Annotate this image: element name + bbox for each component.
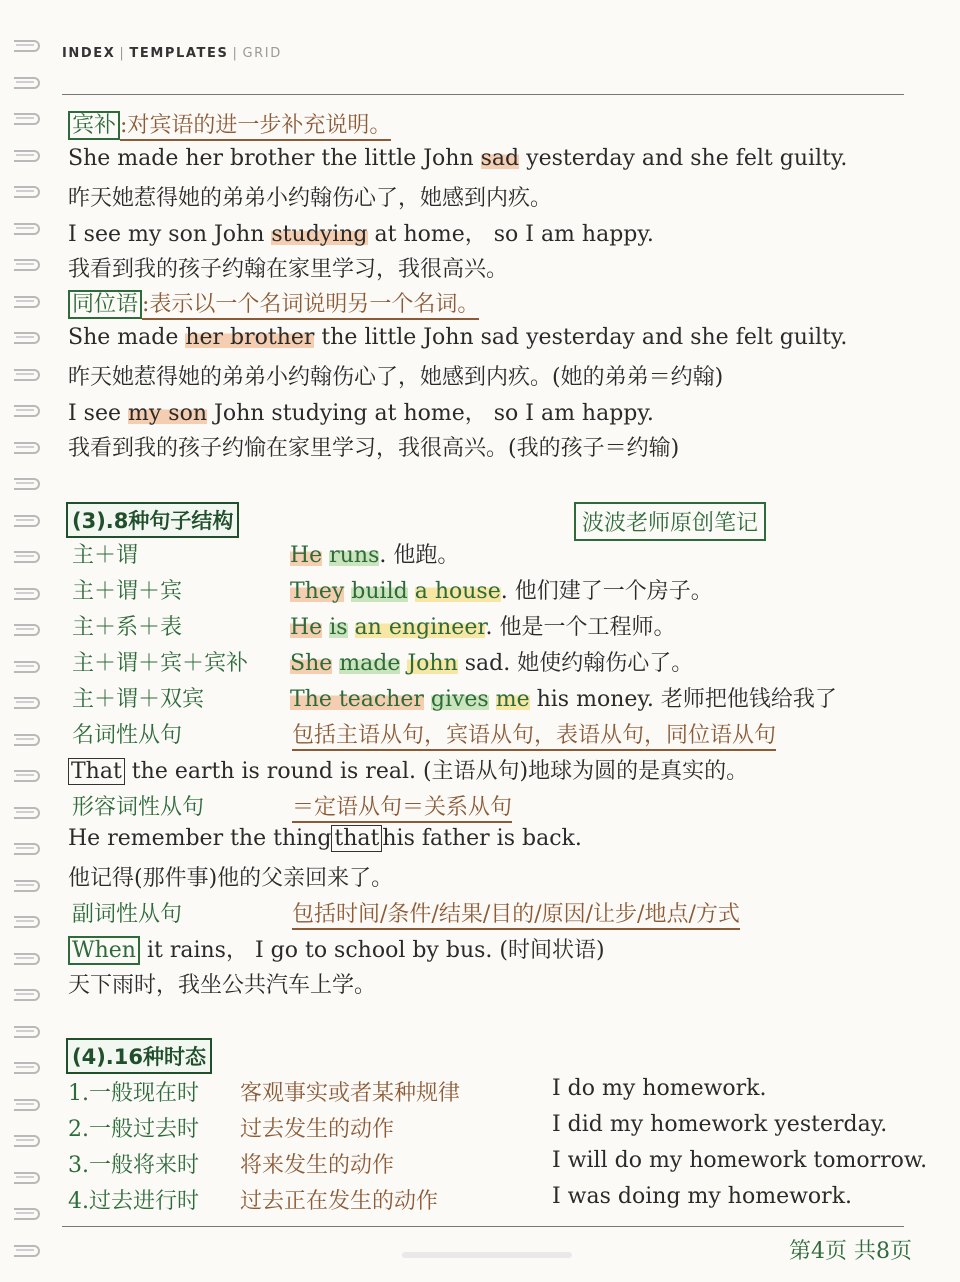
binzhu-example-1: She made her brother the little John sad yesterday and she felt guilty.: [68, 146, 848, 171]
spiral-ring: [14, 586, 42, 600]
verb: runs: [329, 543, 380, 568]
adv-clause-label: 副词性从句: [72, 902, 183, 927]
adv-clause-example-cn: 天下雨时，我坐公共汽车上学。: [68, 973, 377, 998]
original-notes-tag: 波波老师原创笔记: [574, 502, 766, 541]
header-index[interactable]: INDEX: [62, 46, 116, 61]
tense-example: I was doing my homework.: [552, 1184, 853, 1209]
verb: made: [339, 651, 401, 676]
spiral-ring: [14, 549, 42, 563]
spiral-ring: [14, 148, 42, 162]
tense-desc: 将来发生的动作: [240, 1153, 395, 1178]
structure-rest: sad. 她使约翰伤心了。: [457, 651, 694, 676]
subject: She: [290, 651, 333, 676]
verb: is: [329, 615, 348, 640]
header-divider: [62, 94, 904, 95]
spiral-ring: [14, 1060, 42, 1074]
tense-example: I will do my homework tomorrow.: [552, 1148, 928, 1173]
tense-name: 2.一般过去时: [68, 1117, 199, 1142]
highlight-my-son: my son: [128, 401, 208, 426]
subject: He: [290, 543, 323, 568]
spiral-ring: [14, 403, 42, 417]
noun-clause-label: 名词性从句: [72, 723, 183, 748]
spiral-ring: [14, 659, 42, 673]
tense-desc: 过去正在发生的动作: [240, 1189, 439, 1214]
noun-clause-desc: 包括主语从句，宾语从句，表语从句，同位语从句: [292, 723, 776, 751]
spiral-ring: [14, 622, 42, 636]
highlight-sad: sad: [480, 146, 520, 171]
section-3-title: (3).8种句子结构: [66, 502, 239, 538]
object: John: [407, 651, 458, 676]
structure-label: 主＋系＋表: [72, 615, 183, 640]
binzhu-definition: [68, 108, 391, 139]
tongwei-desc: :表示以一个名词说明另一个名词。: [142, 292, 479, 320]
spiral-ring: [14, 1206, 42, 1220]
object: me: [495, 687, 530, 712]
structure-rest: . 他是一个工程师。: [485, 615, 676, 640]
tense-example: I did my homework yesterday.: [552, 1112, 888, 1137]
that-box-2: that: [331, 825, 382, 852]
structure-example: [290, 646, 693, 677]
spiral-ring: [14, 1024, 42, 1038]
spiral-ring: [14, 513, 42, 527]
structure-label: 主＋谓＋双宾: [72, 687, 205, 712]
subject: He: [290, 615, 323, 640]
structure-example: [290, 610, 675, 641]
binzhu-label: 宾补: [68, 111, 120, 140]
spiral-ring: [14, 695, 42, 709]
object: a house: [414, 579, 501, 604]
tense-desc: 客观事实或者某种规律: [240, 1081, 461, 1106]
header-grid[interactable]: GRID: [242, 46, 282, 61]
spiral-ring: [14, 732, 42, 746]
spiral-ring: [14, 1097, 42, 1111]
adv-clause-desc: 包括时间/条件/结果/目的/原因/让步/地点/方式: [292, 902, 740, 930]
spiral-ring: [14, 878, 42, 892]
verb: build: [351, 579, 408, 604]
binzhu-example-2: I see my son John studying at home， so I am happy.: [68, 222, 654, 247]
spiral-ring: [14, 805, 42, 819]
tongwei-example-2: I see my son John studying at home， so I am happy.: [68, 401, 654, 426]
structure-rest: . 他们建了一个房子。: [500, 579, 713, 604]
tongwei-example-2-cn: 我看到我的孩子约愉在家里学习，我很高兴。(我的孩子＝约输): [68, 436, 680, 461]
tense-name: 3.一般将来时: [68, 1153, 199, 1178]
subject: They: [290, 579, 345, 604]
highlight-studying: studying: [271, 222, 368, 247]
that-box: That: [68, 758, 125, 785]
spiral-ring: [14, 951, 42, 965]
structure-rest: . 他跑。: [379, 543, 460, 568]
structure-example: [290, 682, 837, 713]
highlight-her-brother: her brother: [185, 325, 315, 350]
spiral-ring: [14, 221, 42, 235]
spiral-ring: [14, 440, 42, 454]
adj-clause-example: He remember the thing that his father is back.: [68, 826, 582, 851]
spiral-ring: [14, 257, 42, 271]
tongwei-label: 同位语: [68, 290, 142, 319]
spiral-ring: [14, 75, 42, 89]
spiral-ring: [14, 330, 42, 344]
spiral-ring: [14, 476, 42, 490]
structure-label: 主＋谓＋宾＋宾补: [72, 651, 249, 676]
noun-clause-example: That the earth is round is real. (主语从句)地球为圆的是真实的。: [68, 754, 748, 785]
adj-clause-example-cn: 他记得(那件事)他的父亲回来了。: [68, 866, 394, 891]
structure-label: 主＋谓: [72, 543, 139, 568]
spiral-ring: [14, 367, 42, 381]
tense-desc: 过去发生的动作: [240, 1117, 395, 1142]
footer-divider: [62, 1226, 904, 1227]
tense-name: 4.过去进行时: [68, 1189, 199, 1214]
structure-rest: his money. 老师把他钱给我了: [529, 687, 837, 712]
binzhu-example-2-cn: 我看到我的孩子约翰在家里学习，我很高兴。: [68, 257, 509, 282]
tongwei-definition: [68, 287, 479, 318]
spiral-ring: [14, 914, 42, 928]
tense-example: I do my homework.: [552, 1076, 767, 1101]
binzhu-example-1-cn: 昨天她惹得她的弟弟小约翰伤心了，她感到内疚。: [68, 186, 553, 211]
spiral-ring: [14, 184, 42, 198]
structure-label: 主＋谓＋宾: [72, 579, 183, 604]
subject: The teacher: [290, 687, 424, 712]
structure-example: [290, 574, 713, 605]
spiral-ring: [14, 987, 42, 1001]
section-4-title: (4).16种时态: [66, 1038, 212, 1074]
spiral-ring: [14, 111, 42, 125]
spiral-ring: [14, 841, 42, 855]
when-box: When: [68, 936, 140, 965]
verb: gives: [430, 687, 489, 712]
page-number: 第4页 共8页: [789, 1239, 912, 1264]
object: an engineer: [354, 615, 486, 640]
tongwei-example-1-cn: 昨天她惹得她的弟弟小约翰伤心了，她感到内疚。(她的弟弟＝约翰): [68, 365, 724, 390]
spiral-ring: [14, 38, 42, 52]
tense-name: 1.一般现在时: [68, 1081, 199, 1106]
watermark-bar: [402, 1252, 572, 1258]
tongwei-example-1: She made her brother the little John sad yesterday and she felt guilty.: [68, 325, 848, 350]
adj-clause-label: 形容词性从句: [72, 795, 205, 820]
structure-example: [290, 538, 459, 569]
header-templates[interactable]: TEMPLATES: [129, 46, 229, 61]
spiral-ring: [14, 1133, 42, 1147]
spiral-ring: [14, 1243, 42, 1257]
spiral-ring: [14, 1170, 42, 1184]
binzhu-desc: :对宾语的进一步补充说明。: [120, 113, 391, 141]
spiral-ring: [14, 294, 42, 308]
page-header: INDEX | TEMPLATES | GRID: [62, 46, 282, 61]
adv-clause-example: When it rains， I go to school by bus. (时间状语): [68, 933, 605, 964]
spiral-ring: [14, 768, 42, 782]
adj-clause-desc: ＝定语从句＝关系从句: [292, 795, 512, 823]
